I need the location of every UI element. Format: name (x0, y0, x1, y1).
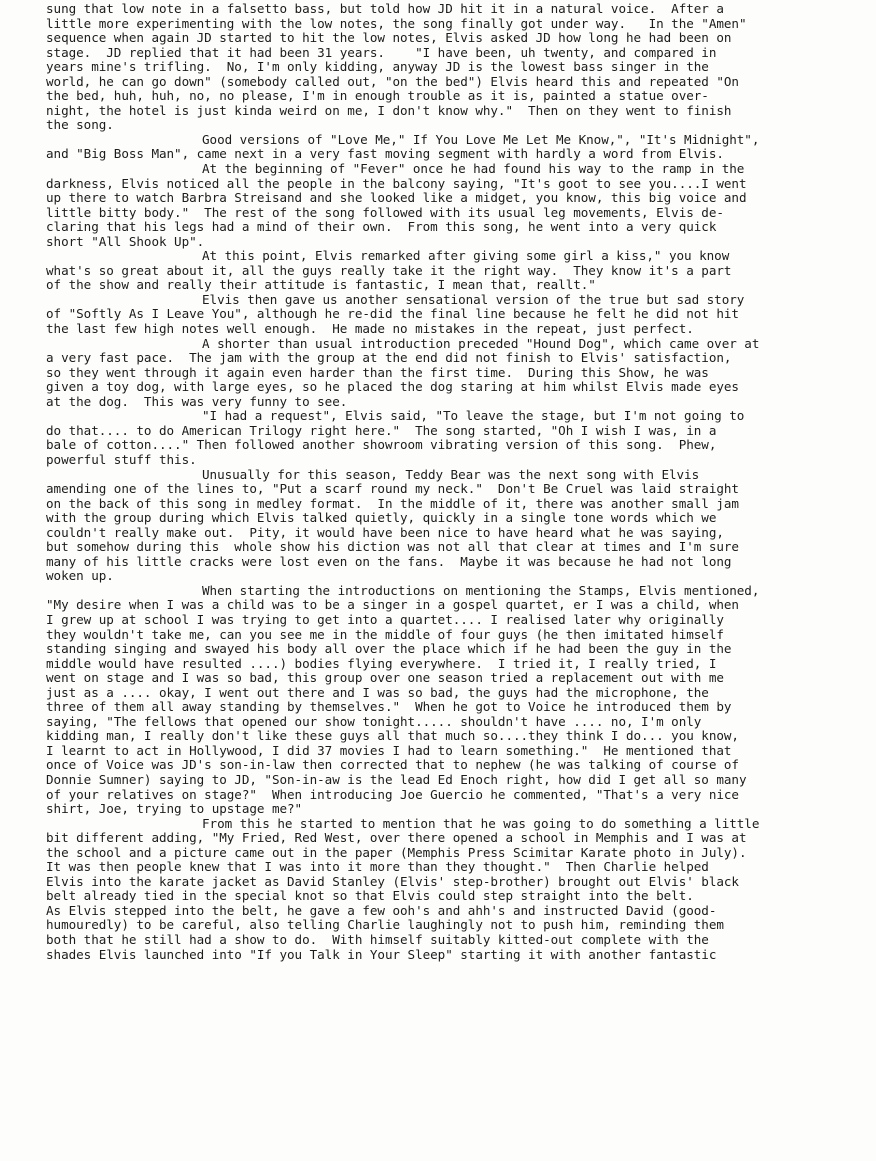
paragraph (46, 2, 836, 133)
text-line: bit different adding, "My Fried, Red West, over there opened a school in Memphis and I was at (46, 830, 747, 846)
text-line: world, he can go down" (somebody called out, "on the bed") Elvis heard this and repeated "On (46, 73, 739, 89)
text-line: From this he started to mention that he was going to do something a little (202, 815, 760, 831)
text-line: powerful stuff this. (46, 451, 197, 467)
paragraph (46, 293, 836, 337)
text-line: of your relatives on stage?" When introducing Joe Guercio he commented, "That's a very nice (46, 786, 739, 802)
text-line: the last few high notes well enough. He made no mistakes in the repeat, just perfect. (46, 321, 694, 337)
text-line: woken up. (46, 568, 114, 584)
text-line: When starting the introductions on mentioning the Stamps, Elvis mentioned, (202, 582, 760, 598)
text-line: Elvis into the karate jacket as David Stanley (Elvis' step-brother) brought out Elvis' black (46, 873, 739, 889)
paragraph (46, 817, 836, 962)
text-line: sequence when again JD started to hit the low notes, Elvis asked JD how long he had been on (46, 30, 732, 46)
text-line: what's so great about it, all the guys really take it the right way. They know it's a part (46, 262, 732, 278)
text-line: sung that low note in a falsetto bass, but told how JD hit it in a natural voice. After a (46, 1, 724, 16)
paragraph (46, 468, 836, 584)
text-line: claring that his legs had a mind of their own. From this song, he went into a very quick (46, 219, 717, 235)
text-line: so they went through it again even harder than the first time. During this Show, he was (46, 364, 709, 380)
paragraph (46, 409, 836, 467)
text-line: darkness, Elvis noticed all the people in the balcony saying, "It's goot to see you....I went (46, 175, 747, 191)
text-line: do that.... to do American Trilogy right here." The song started, "Oh I wish I was, in a (46, 422, 717, 438)
text-line: many of his little cracks were lost even on the fans. Maybe it was because he had not long (46, 553, 732, 569)
text-line: belt already tied in the special knot so that Elvis could step straight into the belt. (46, 888, 694, 904)
text-line: Donnie Sumner) saying to JD, "Son-in-aw is the lead Ed Enoch right, how did I get all so many (46, 771, 747, 787)
text-line: little more experimenting with the low notes, the song finally got under way. In the "Amen" (46, 15, 747, 31)
text-line: It was then people knew that I was into it more than they thought." Then Charlie helped (46, 859, 709, 875)
paragraph (46, 133, 836, 162)
text-line: stage. JD replied that it had been 31 years. "I have been, uh twenty, and compared in (46, 44, 717, 60)
text-line: shirt, Joe, trying to upstage me?" (46, 801, 303, 817)
text-line: on the back of this song in medley format. In the middle of it, there was another small jam (46, 495, 739, 511)
text-line: years mine's trifling. No, I'm only kidding, anyway JD is the lowest bass singer in the (46, 59, 709, 75)
text-line: As Elvis stepped into the belt, he gave a few ooh's and ahh's and instructed David (good- (46, 902, 717, 918)
text-line: At this point, Elvis remarked after giving some girl a kiss," you know (202, 248, 730, 264)
text-line: I learnt to act in Hollywood, I did 37 movies I had to learn something." He mentioned that (46, 742, 732, 758)
text-line: At the beginning of "Fever" once he had found his way to the ramp in the (202, 161, 745, 177)
text-line: the school and a picture came out in the paper (Memphis Press Scimitar Karate photo in July). (46, 844, 747, 860)
paragraph (46, 162, 836, 249)
text-line: both that he still had a show to do. With himself suitably kitted-out complete with the (46, 932, 709, 947)
text-line: at the dog. This was very funny to see. (46, 393, 348, 409)
text-line: up there to watch Barbra Streisand and she looked like a midget, you know, this big voice and (46, 190, 747, 206)
text-line: short "All Shook Up". (46, 233, 205, 249)
text-line: of "Softly As I Leave You", although he re-did the final line because he felt he did not hit (46, 306, 739, 322)
text-line: they wouldn't take me, can you see me in the middle of four guys (he then imitated himself (46, 626, 724, 642)
text-line: A shorter than usual introduction preceded "Hound Dog", which came over at (202, 335, 760, 351)
text-line: went on stage and I was so bad, this group over one season tried a replacement out with me (46, 670, 724, 686)
article-body (46, 2, 836, 962)
paragraph (46, 337, 836, 410)
text-line: and "Big Boss Man", came next in a very fast moving segment with hardly a word from Elvis. (46, 146, 724, 162)
text-line: couldn't really make out. Pity, it would have been nice to have heard what he was saying, (46, 524, 724, 540)
text-line: bale of cotton...." Then followed another showroom vibrating version of this song. Phew, (46, 437, 717, 453)
text-line: Elvis then gave us another sensational version of the true but sad story (202, 291, 745, 307)
text-line: given a toy dog, with large eyes, so he placed the dog staring at him whilst Elvis made eyes (46, 379, 739, 395)
text-line: but somehow during this whole show his diction was not all that clear at times and I'm sure (46, 539, 739, 555)
text-line: "My desire when I was a child was to be a singer in a gospel quartet, er I was a child, when (46, 597, 739, 613)
paragraph (46, 584, 836, 817)
text-line: Unusually for this season, Teddy Bear was the next song with Elvis (202, 466, 700, 482)
text-line: with the group during which Elvis talked quietly, quickly in a single tone words which we (46, 510, 717, 526)
text-line: middle would have resulted ....) bodies flying everywhere. I tried it, I really tried, I (46, 655, 717, 671)
text-line: kidding man, I really don't like these guys all that much so....they think I do... you know, (46, 728, 739, 744)
text-line: night, the hotel is just kinda weird on me, I don't know why." Then on they went to finish (46, 102, 732, 118)
text-line: shades Elvis launched into "If you Talk in Your Sleep" starting it with another fantastic (46, 946, 717, 962)
text-line: the song. (46, 117, 114, 133)
text-line: of the show and really their attitude is fantastic, I mean that, reallt." (46, 277, 596, 293)
text-line: standing singing and swayed his body all over the place which if he had been the guy in the (46, 641, 732, 657)
text-line: I grew up at school I was trying to get into a quartet.... I realised later why originally (46, 611, 724, 627)
text-line: just as a .... okay, I went out there and I was so bad, the guys had the microphone, the (46, 684, 709, 700)
text-line: humouredly) to be careful, also telling Charlie laughingly not to push him, reminding them (46, 917, 724, 933)
text-line: the bed, huh, huh, no, no please, I'm in enough trouble as it is, painted a statue over- (46, 88, 709, 104)
text-line: a very fast pace. The jam with the group at the end did not finish to Elvis' satisfaction, (46, 350, 732, 366)
text-line: three of them all away standing by themselves." When he got to Voice he introduced them by (46, 699, 732, 715)
text-line: little bitty body." The rest of the song followed with its usual leg movements, Elvis de- (46, 204, 724, 220)
text-line: saying, "The fellows that opened our show tonight..... shouldn't have .... no, I'm only (46, 713, 702, 729)
paragraph (46, 249, 836, 293)
text-line: "I had a request", Elvis said, "To leave the stage, but I'm not going to (202, 408, 745, 424)
text-line: Good versions of "Love Me," If You Love Me Let Me Know,", "It's Midnight", (202, 131, 760, 147)
text-line: once of Voice was JD's son-in-law then corrected that to nephew (he was talking of course of (46, 757, 739, 773)
text-line: amending one of the lines to, "Put a scarf round my neck." Don't Be Cruel was laid straight (46, 481, 739, 497)
